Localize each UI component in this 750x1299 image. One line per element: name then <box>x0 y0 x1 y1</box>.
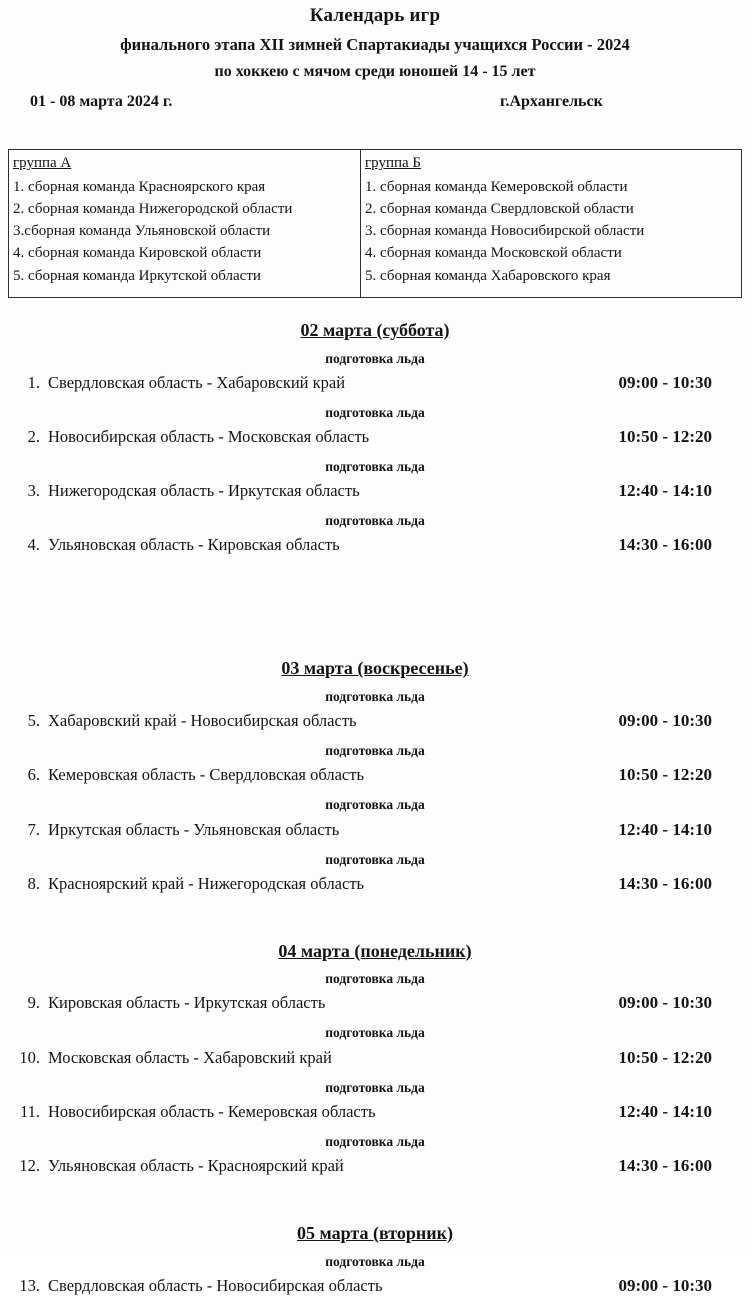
match-row <box>0 707 750 734</box>
match-number: 10. <box>19 1047 40 1067</box>
match-row <box>0 1152 750 1179</box>
match-number: 2. <box>27 426 40 446</box>
day-heading: 03 марта (воскресенье) <box>281 658 469 679</box>
match-time: 12:40 - 14:10 <box>618 481 712 501</box>
ice-preparation-label: подготовка льда <box>325 1253 425 1269</box>
match-row <box>0 870 750 897</box>
ice-preparation-label: подготовка льда <box>325 743 425 759</box>
day-heading: 05 марта (вторник) <box>297 1223 453 1244</box>
group-column-b <box>361 150 741 297</box>
ice-preparation-label: подготовка льда <box>325 458 425 474</box>
match-teams: Кемеровская область - Свердловская область <box>48 765 364 785</box>
day-block <box>0 644 750 896</box>
match-teams: Кировская область - Иркутская область <box>48 993 326 1013</box>
match-time: 09:00 - 10:30 <box>618 711 712 731</box>
page-title: Календарь игр <box>309 5 441 26</box>
match-row <box>0 531 750 558</box>
header-meta-row <box>0 93 750 119</box>
day-block <box>0 306 750 558</box>
match-row <box>0 989 750 1016</box>
match-teams: Красноярский край - Нижегородская область <box>48 873 365 893</box>
ice-preparation-label: подготовка льда <box>325 1025 425 1041</box>
match-number: 8. <box>27 873 40 893</box>
match-row <box>0 423 750 450</box>
day-spacer <box>0 897 750 927</box>
match-time: 10:50 - 12:20 <box>618 1047 712 1067</box>
group-b-team: 2. сборная команда Свердловской области <box>365 200 634 217</box>
match-row <box>0 1272 750 1299</box>
group-a-team: 1. сборная команда Красноярского края <box>13 178 266 195</box>
day-block <box>0 1209 750 1299</box>
ice-preparation-label: подготовка льда <box>325 688 425 704</box>
group-a-team: 3.сборная команда Ульяновской области <box>13 223 271 240</box>
match-teams: Московская область - Хабаровский край <box>48 1047 332 1067</box>
group-a-team: 4. сборная команда Кировской области <box>13 245 262 262</box>
day-spacer <box>0 558 750 644</box>
match-teams: Ульяновская область - Кировская область <box>48 535 340 555</box>
group-b-heading: группа Б <box>365 155 422 171</box>
group-b-team: 4. сборная команда Московской области <box>365 245 622 262</box>
match-number: 12. <box>19 1156 40 1176</box>
page-subtitle-discipline: по хоккею с мячом среди юношей 14 - 15 лет <box>214 63 536 81</box>
match-number: 11. <box>19 1101 40 1121</box>
match-time: 12:40 - 14:10 <box>618 819 712 839</box>
match-time: 14:30 - 16:00 <box>618 1156 712 1176</box>
schedule-document <box>0 5 750 1295</box>
schedule-days <box>0 306 750 1299</box>
ice-preparation-label: подготовка льда <box>325 851 425 867</box>
match-row <box>0 816 750 843</box>
group-a-team: 2. сборная команда Нижегородской области <box>13 200 293 217</box>
event-dates: 01 - 08 марта 2024 г. <box>30 92 173 110</box>
match-teams: Свердловская область - Новосибирская область <box>48 1275 383 1295</box>
match-row <box>0 1044 750 1071</box>
match-teams: Иркутская область - Ульяновская область <box>48 819 340 839</box>
match-row <box>0 761 750 788</box>
group-column-a <box>9 150 361 297</box>
day-heading: 04 марта (понедельник) <box>278 940 472 961</box>
group-b-team: 1. сборная команда Кемеровской области <box>365 178 628 195</box>
match-time: 14:30 - 16:00 <box>618 873 712 893</box>
match-number: 5. <box>27 711 40 731</box>
ice-preparation-label: подготовка льда <box>325 971 425 987</box>
ice-preparation-label: подготовка льда <box>325 1079 425 1095</box>
match-teams: Ульяновская область - Красноярский край <box>48 1156 344 1176</box>
page-subtitle-event: финального этапа XII зимней Спартакиады учащихся России - 2024 <box>120 34 630 54</box>
ice-preparation-label: подготовка льда <box>325 1133 425 1149</box>
match-row <box>0 369 750 396</box>
match-number: 6. <box>27 765 40 785</box>
ice-preparation-label: подготовка льда <box>325 404 425 420</box>
match-row <box>0 1098 750 1125</box>
match-number: 9. <box>27 993 40 1013</box>
match-number: 4. <box>27 535 40 555</box>
ice-preparation-label: подготовка льда <box>325 797 425 813</box>
day-block <box>0 927 750 1179</box>
group-a-team: 5. сборная команда Иркутской области <box>13 267 261 284</box>
event-city: г.Архангельск <box>500 92 603 110</box>
day-spacer <box>0 1179 750 1209</box>
group-a-heading: группа А <box>13 155 72 171</box>
match-time: 09:00 - 10:30 <box>618 1275 712 1295</box>
match-teams: Новосибирская область - Московская область <box>48 426 370 446</box>
match-time: 09:00 - 10:30 <box>618 993 712 1013</box>
match-number: 7. <box>27 819 40 839</box>
groups-table <box>8 149 742 298</box>
match-teams: Свердловская область - Хабаровский край <box>48 372 346 392</box>
match-row <box>0 477 750 504</box>
match-teams: Нижегородская область - Иркутская область <box>48 481 360 501</box>
document-header <box>0 6 750 119</box>
match-number: 3. <box>27 481 40 501</box>
group-b-team: 3. сборная команда Новосибирской области <box>365 223 645 240</box>
match-time: 10:50 - 12:20 <box>618 426 712 446</box>
match-time: 14:30 - 16:00 <box>618 535 712 555</box>
match-number: 1. <box>27 372 40 392</box>
ice-preparation-label: подготовка льда <box>325 513 425 529</box>
match-time: 12:40 - 14:10 <box>618 1101 712 1121</box>
match-time: 10:50 - 12:20 <box>618 765 712 785</box>
match-teams: Хабаровский край - Новосибирская область <box>48 711 357 731</box>
match-teams: Новосибирская область - Кемеровская область <box>48 1101 376 1121</box>
match-number: 13. <box>19 1275 40 1295</box>
group-b-team: 5. сборная команда Хабаровского края <box>365 267 611 284</box>
day-heading: 02 марта (суббота) <box>300 320 450 340</box>
ice-preparation-label: подготовка льда <box>325 350 425 366</box>
match-time: 09:00 - 10:30 <box>618 372 712 392</box>
